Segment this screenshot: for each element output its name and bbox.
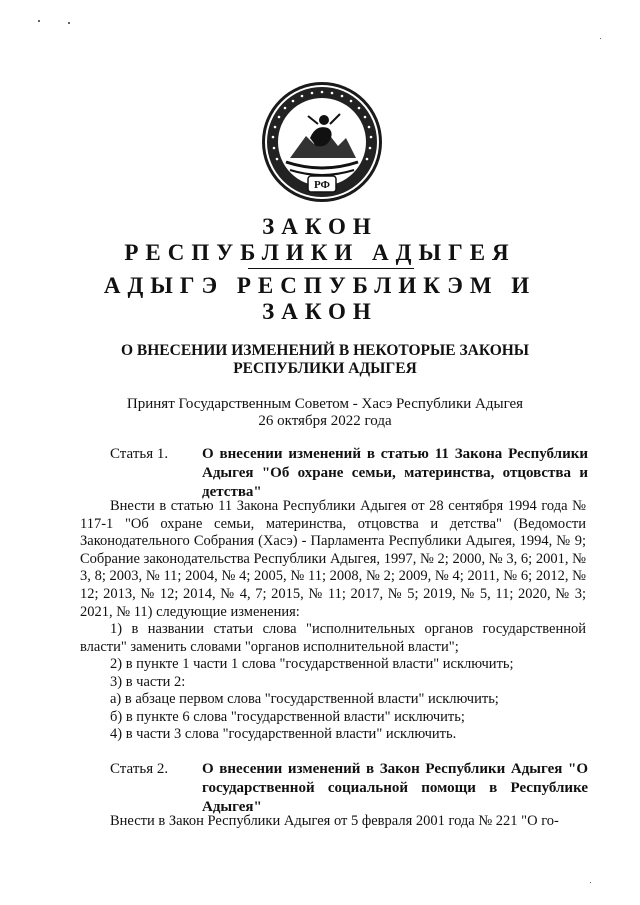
article-2-body: Внести в Закон Республики Адыгея от 5 февраля 2001 года № 221 "О го-	[110, 813, 559, 829]
article-2-title: О внесении изменений в Закон Республики Адыгея "О государственной социальной помощи в Республике Адыгея"	[202, 761, 588, 815]
scan-speck	[68, 22, 70, 24]
title-zakon-adyghe: ЗАКОН	[262, 299, 378, 324]
coat-of-arms-icon	[260, 80, 384, 204]
title-adyghe: АДЫГЭ РЕСПУБЛИКЭМ И	[103, 273, 537, 298]
article-2-number: Статья 2.	[110, 761, 169, 777]
article-1-item: а) в абзаце первом слова "государственной власти" исключить;	[110, 691, 499, 707]
scan-speck	[600, 38, 601, 39]
article-1-title: О внесении изменений в статью 11 Закона Республики Адыгея "Об охране семьи, материнства, отцовства и детства"	[202, 446, 588, 500]
law-subject-title: О ВНЕСЕНИИ ИЗМЕНЕНИЙ В НЕКОТОРЫЕ ЗАКОНЫ РЕСПУБЛИКИ АДЫГЕЯ	[120, 342, 530, 377]
article-1-body: Внести в статью 11 Закона Республики Адыгея от 28 сентября 1994 года № 117-1 "Об охране семьи, материнства, отцовства и детства" (Ведомости Законодательного Собрания (Хасэ) - Парламента Республики Адыгея, 1994, № 9; Собрание законодательства Республики Адыгея, 1997, № 2; 2000, № 3, 6; 2001, № 3, 8; 2003, № 11; 2004, № 4; 2005, № 11; 2008, № 2; 2009, № 4; 2011, № 6; 2012, № 12; 2013, № 12; 2014, № 4, 7; 2015, № 11; 2017, № 5; 2019, № 5, 11; 2020, № 3; 2021, № 11) следующие изменения:	[80, 498, 586, 620]
article-1-item: 3) в части 2:	[110, 674, 186, 690]
adoption-line: Принят Государственным Советом - Хасэ Республики Адыгея	[126, 396, 524, 412]
scan-speck	[38, 20, 40, 22]
article-1-item: 1) в названии статьи слова "исполнительных органов государственной власти" заменить словами "органов исполнительной власти";	[80, 621, 586, 655]
adoption-date: 26 октября 2022 года	[258, 413, 392, 429]
title-zakon: ЗАКОН	[262, 214, 378, 239]
article-1-item: 4) в части 3 слова "государственной власти" исключить.	[110, 726, 457, 742]
scan-speck	[590, 882, 591, 883]
title-republic: РЕСПУБЛИКИ АДЫГЕЯ	[124, 240, 516, 265]
article-1-number: Статья 1.	[110, 446, 169, 462]
title-divider	[248, 268, 414, 269]
article-1-item: 2) в пункте 1 части 1 слова "государственной власти" исключить;	[110, 656, 514, 672]
emblem-badge: РФ	[314, 179, 330, 191]
article-1-item: б) в пункте 6 слова "государственной власти" исключить;	[110, 709, 465, 725]
